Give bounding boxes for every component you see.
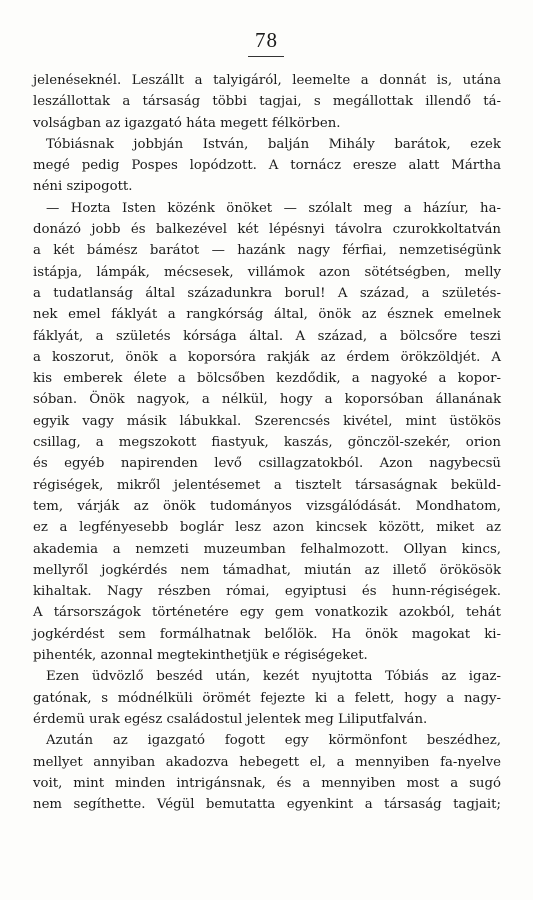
text-line: — Hozta Isten közénk önöket — szólalt meg a házíur, ha- [46, 200, 501, 216]
text-line: egyik vagy másik lábukkal. Szerencsés kivétel, mint üstökös [33, 413, 501, 429]
text-line: mellyet annyiban akadozva hebegett el, a mennyiben fa-nyelve [33, 754, 501, 770]
text-line: fáklyát, a születés kórsága által. A század, a bölcsőre teszi [33, 328, 501, 344]
text-line: és egyéb napirenden levő csillagzatokból. Azon nagybecsü [33, 456, 501, 472]
text-line: régiségek, mikről jelentésemet a tisztelt társaságnak beküld- [33, 477, 501, 493]
text-line: jogkérdést sem formálhatnak belőlök. Ha önök magokat ki- [33, 626, 501, 642]
text-line: leszállottak a társaság többi tagjai, s megállottak illendő tá- [33, 94, 501, 110]
text-line: voit, mint minden intrigánsnak, és a mennyiben most a sugó [33, 775, 501, 791]
text-line: volságban az igazgató háta megett félkörben. [33, 115, 341, 131]
text-line: mellyről jogkérdés nem támadhat, miután az illető örökösök [33, 562, 501, 578]
text-line: kihaltak. Nagy részben római, egyiptusi és hunn-régiségek. [33, 584, 501, 600]
text-line: donázó jobb és balkezével két lépésnyi távolra czurokkoltatván [33, 222, 501, 238]
text-line: nem segíthette. Végül bemutatta egyenkint a társaság tagjait; [33, 797, 501, 813]
text-line: a koszorut, önök a koporsóra rakják az érdem örökzöldjét. A [33, 349, 501, 365]
header-rule [248, 56, 284, 57]
text-line: ez a legfényesebb boglár lesz azon kincsek között, miket az [33, 520, 501, 536]
text-line: megé pedig Pospes lopódzott. A tornácz eresze alatt Mártha [33, 158, 501, 174]
text-line: A társországok történetére egy gem vonatkozik azokból, tehát [33, 605, 501, 621]
text-line: akademia a nemzeti muzeumban felhalmozott. Ollyan kincs, [33, 541, 501, 557]
text-line: nek emel fáklyát a rangkórság által, önök az észnek emelnek [33, 307, 501, 323]
body-text [33, 70, 501, 815]
text-line: gatónak, s módnélküli örömét fejezte ki a felett, hogy a nagy- [33, 690, 501, 706]
text-line: tem, várják az önök tudományos vizsgálódását. Mondhatom, [33, 498, 501, 514]
text-line: érdemü urak egész családostul jelentek meg Liliputfalván. [33, 711, 428, 727]
text-line: istápja, lámpák, mécsesek, villámok azon sötétségben, melly [33, 264, 501, 280]
text-line: a tudatlanság által századunkra borul! A század, a születés- [33, 285, 501, 301]
text-line: a két bámész barátot — hazánk nagy férfiai, nemzetiségünk [33, 243, 501, 259]
text-line: Tóbiásnak jobbján István, balján Mihály barátok, ezek [46, 136, 501, 152]
text-line: kis emberek élete a bölcsőben kezdődik, a nagyoké a kopor- [33, 371, 501, 387]
text-line: néni szipogott. [33, 179, 133, 195]
text-line: Ezen üdvözlő beszéd után, kezét nyujtotta Tóbiás az igaz- [46, 669, 501, 685]
text-line: pihenték, azonnal megtekinthetjük e régiségeket. [33, 648, 368, 664]
text-line: sóban. Önök nagyok, a nélkül, hogy a koporsóban állanának [33, 392, 501, 408]
text-line: jelenéseknél. Leszállt a talyigáról, leemelte a donnát is, utána [33, 73, 501, 88]
page-number: 78 [255, 28, 278, 52]
text-line: Azután az igazgató fogott egy körmönfont beszédhez, [46, 733, 501, 749]
text-line: csillag, a megszokott fiastyuk, kaszás, gönczöl-szekér, orion [33, 435, 501, 451]
